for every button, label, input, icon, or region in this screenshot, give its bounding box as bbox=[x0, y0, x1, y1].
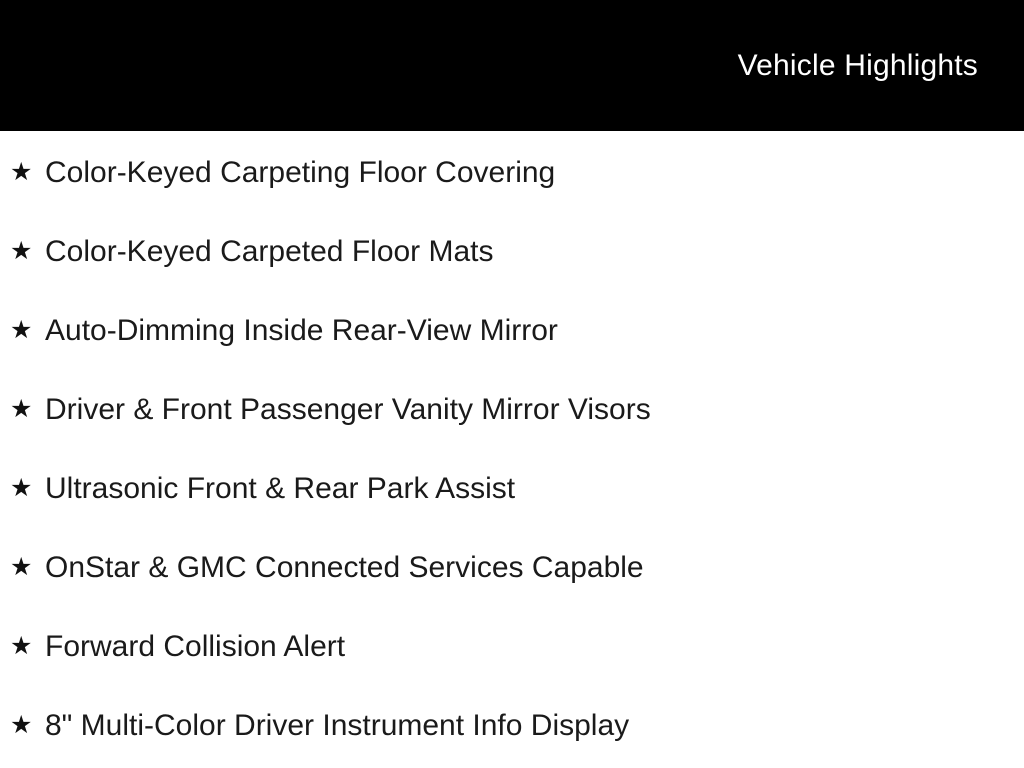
list-item bbox=[0, 370, 1024, 449]
list-item bbox=[0, 291, 1024, 370]
star-icon: ★ bbox=[10, 553, 33, 581]
page-title: Vehicle Highlights bbox=[737, 48, 978, 82]
list-item-label: 8" Multi-Color Driver Instrument Info Display bbox=[45, 708, 630, 742]
star-icon: ★ bbox=[10, 395, 33, 423]
list-item-label: Auto-Dimming Inside Rear-View Mirror bbox=[45, 313, 558, 347]
list-item bbox=[0, 212, 1024, 291]
list-item bbox=[0, 607, 1024, 686]
list-item bbox=[0, 528, 1024, 607]
list-item bbox=[0, 133, 1024, 212]
list-item-label: Ultrasonic Front & Rear Park Assist bbox=[45, 471, 516, 505]
star-icon: ★ bbox=[10, 711, 33, 739]
star-icon: ★ bbox=[10, 158, 33, 186]
list-item bbox=[0, 449, 1024, 528]
list-item-label: Color-Keyed Carpeting Floor Covering bbox=[45, 155, 556, 189]
list-item-label: Color-Keyed Carpeted Floor Mats bbox=[45, 234, 494, 268]
list-item bbox=[0, 686, 1024, 765]
list-item-label: Forward Collision Alert bbox=[45, 629, 346, 663]
star-icon: ★ bbox=[10, 316, 33, 344]
highlights-list bbox=[0, 131, 1024, 765]
star-icon: ★ bbox=[10, 474, 33, 502]
star-icon: ★ bbox=[10, 237, 33, 265]
header-bar bbox=[0, 0, 1024, 131]
star-icon: ★ bbox=[10, 632, 33, 660]
list-item-label: OnStar & GMC Connected Services Capable bbox=[45, 550, 644, 584]
list-item-label: Driver & Front Passenger Vanity Mirror Visors bbox=[45, 392, 651, 426]
